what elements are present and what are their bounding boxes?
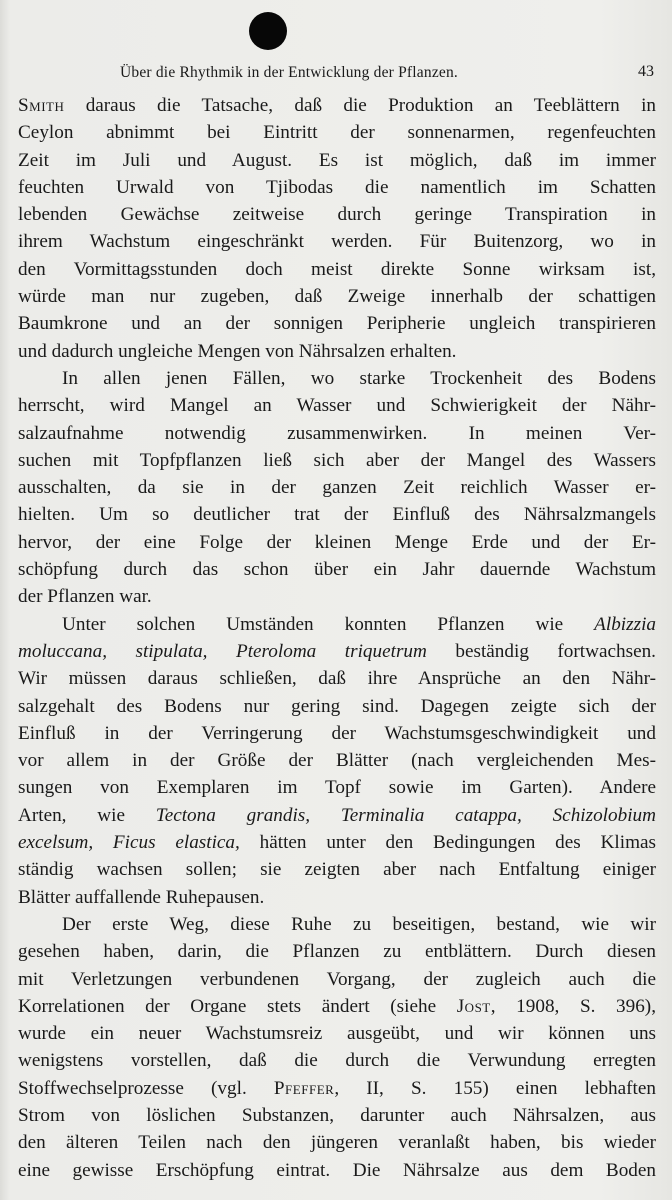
text-line — [18, 993, 656, 1020]
text-run: Korrelationen der Organe stets ändert (siehe — [18, 995, 457, 1017]
text-run: eine gewisse Erschöpfung eintrat. Die Nährsalze aus dem Boden — [18, 1159, 656, 1181]
page-number: 43 — [638, 63, 654, 80]
punched-hole — [249, 12, 287, 50]
text-line — [18, 802, 656, 829]
text-line — [18, 338, 656, 365]
text-run: Unter solchen Umständen konnten Pflanzen wie — [62, 613, 595, 635]
text-run: hielten. Um so deutlicher trat der Einfluß des Nährsalzmangels — [18, 504, 656, 526]
text-line — [18, 884, 656, 911]
author-name: Smith — [18, 95, 65, 116]
text-line — [18, 1129, 656, 1156]
text-line — [18, 365, 656, 392]
author-name: Jost — [456, 995, 491, 1017]
text-line — [18, 1047, 656, 1074]
text-line — [18, 556, 656, 583]
text-run: hätten unter den Bedingungen des Klimas — [239, 832, 656, 854]
text-line — [18, 474, 656, 501]
text-line — [18, 638, 656, 665]
text-run: Strom von löslichen Substanzen, darunter auch Nährsalzen, aus — [18, 1104, 656, 1126]
text-line — [18, 938, 656, 965]
text-run: Einfluß in der Verringerung der Wachstumsgeschwindigkeit und — [18, 722, 656, 744]
text-line — [18, 420, 656, 447]
text-line — [18, 447, 656, 474]
text-line — [18, 501, 656, 528]
text-line — [18, 665, 656, 692]
italic-text: excelsum, Ficus elastica, — [18, 832, 240, 854]
text-run: wenigstens vorstellen, daß die durch die Verwundung erregten — [18, 1050, 656, 1072]
text-run: mit Verletzungen verbundenen Vorgang, der zugleich auch die — [18, 968, 656, 990]
text-run: Arten, wie — [18, 804, 156, 826]
running-title: Über die Rhythmik in der Entwicklung der Pflanzen. — [120, 64, 459, 81]
text-run: suchen mit Topfpflanzen ließ sich aber der Mangel des Wassers — [18, 449, 656, 471]
text-run: Der erste Weg, diese Ruhe zu beseitigen, bestand, wie wir — [62, 913, 656, 935]
text-run: den Vormittagsstunden doch meist direkte Sonne wirksam ist, — [18, 258, 656, 280]
italic-text: Tectona grandis, Terminalia catappa, Schizolobium — [155, 804, 656, 826]
text-line — [18, 529, 656, 556]
text-line — [18, 911, 656, 938]
text-run: vor allem in der Größe der Blätter (nach vergleichenden Mes- — [18, 750, 656, 772]
text-line — [18, 119, 656, 146]
text-line — [18, 392, 656, 419]
text-line — [18, 856, 656, 883]
text-line — [18, 1157, 656, 1184]
text-run: In allen jenen Fällen, wo starke Trockenheit des Bodens — [62, 367, 656, 389]
text-run: Wir müssen daraus schließen, daß ihre Ansprüche an den Nähr- — [18, 668, 656, 690]
text-run: ausschalten, da sie in der ganzen Zeit reichlich Wasser er- — [18, 477, 656, 499]
text-run: , 1908, S. 396), — [490, 995, 656, 1017]
text-line — [18, 774, 656, 801]
text-run: salzgehalt des Bodens nur gering sind. Dagegen zeigte sich der — [18, 695, 656, 717]
text-run: , II, S. 155) einen lebhaften — [334, 1077, 656, 1099]
text-run: gesehen haben, darin, die Pflanzen zu entblättern. Durch diesen — [18, 941, 656, 963]
text-line — [18, 147, 656, 174]
text-run: der Pflanzen war. — [18, 586, 152, 608]
text-line — [18, 1102, 656, 1129]
author-name: Pfeffer — [273, 1077, 335, 1099]
text-run: lebenden Gewächse zeitweise durch geringe Transpiration in — [18, 204, 656, 226]
body-text — [18, 92, 656, 1184]
text-run: ihrem Wachstum eingeschränkt werden. Für Buitenzorg, wo in — [18, 231, 656, 253]
text-line — [18, 747, 656, 774]
text-run: herrscht, wird Mangel an Wasser und Schwierigkeit der Nähr- — [18, 395, 656, 417]
text-run: den älteren Teilen nach den jüngeren veranlaßt haben, bis wieder — [18, 1132, 656, 1154]
text-line — [18, 92, 656, 119]
text-line — [18, 693, 656, 720]
text-line — [18, 1075, 656, 1102]
text-run: wurde ein neuer Wachstumsreiz ausgeübt, und wir können uns — [18, 1023, 656, 1045]
text-run: feuchten Urwald von Tjibodas die namentlich im Schatten — [18, 176, 656, 198]
text-run: salzaufnahme notwendig zusammenwirken. In meinen Ver- — [18, 422, 656, 444]
text-line — [18, 611, 656, 638]
text-line — [18, 201, 656, 228]
text-run: ständig wachsen sollen; sie zeigten aber nach Entfaltung einiger — [18, 859, 656, 881]
text-run: beständig fortwachsen. — [426, 640, 656, 662]
text-run: Blätter auffallende Ruhepausen. — [18, 886, 265, 908]
text-line — [18, 283, 656, 310]
text-line — [18, 583, 656, 610]
text-line — [18, 256, 656, 283]
italic-text: moluccana, stipulata, Pteroloma triquetrum — [18, 640, 427, 662]
text-run: und dadurch ungleiche Mengen von Nährsalzen erhalten. — [18, 340, 457, 362]
text-line — [18, 966, 656, 993]
text-run: Zeit im Juli und August. Es ist möglich, daß im immer — [18, 149, 656, 171]
text-line — [18, 1020, 656, 1047]
text-run: hervor, der eine Folge der kleinen Menge Erde und der Er- — [18, 531, 656, 553]
text-line — [18, 720, 656, 747]
text-line — [18, 310, 656, 337]
text-run: Stoffwechselprozesse (vgl. — [18, 1077, 274, 1099]
text-run: Ceylon abnimmt bei Eintritt der sonnenarmen, regenfeuchten — [18, 122, 656, 144]
text-line — [18, 228, 656, 255]
italic-text: Albizzia — [594, 613, 656, 635]
text-run: schöpfung durch das schon über ein Jahr dauernde Wachstum — [18, 559, 656, 581]
text-run: sungen von Exemplaren im Topf sowie im Garten). Andere — [18, 777, 656, 799]
text-run: würde man nur zugeben, daß Zweige innerhalb der schattigen — [18, 286, 656, 308]
text-line — [18, 829, 656, 856]
text-run: Baumkrone und an der sonnigen Peripherie ungleich transpirieren — [18, 313, 656, 335]
text-run: daraus die Tatsache, daß die Produktion an Teeblättern in — [64, 95, 656, 116]
text-line — [18, 174, 656, 201]
